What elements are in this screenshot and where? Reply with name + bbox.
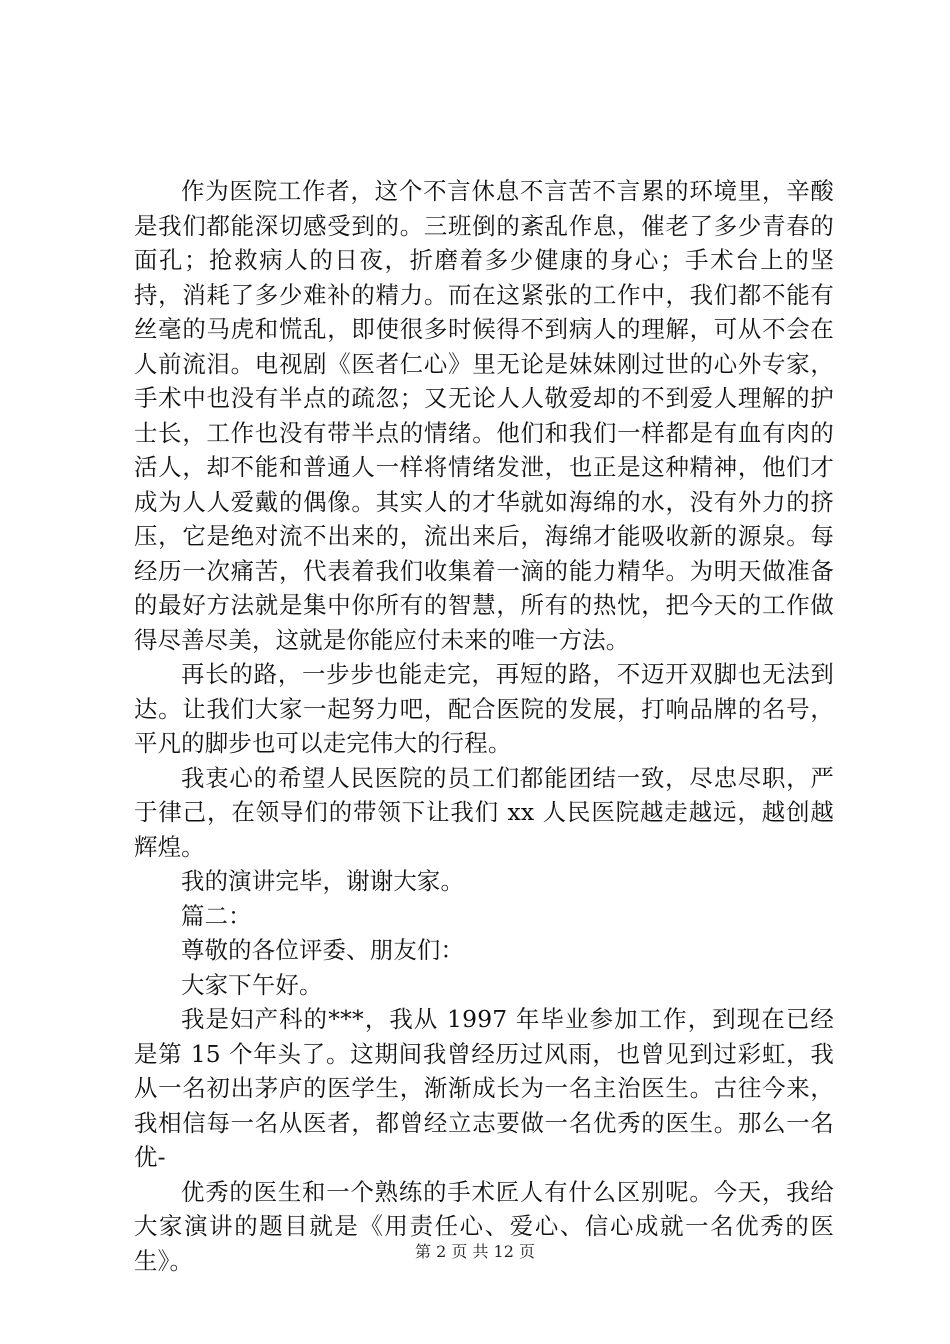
paragraph: 再长的路，一步步也能走完，再短的路，不迈开双脚也无法到达。让我们大家一起努力吧，配合医院的发展，打响品牌的名号，平凡的脚步也可以走完伟大的行程。 xyxy=(134,660,834,757)
page-number-footer: 第 2 页 共 12 页 xyxy=(415,1242,535,1261)
section-heading: 篇二： xyxy=(181,901,252,930)
paragraph: 作为医院工作者，这个不言休息不言苦不言累的环境里，辛酸是我们都能深切感受到的。三班倒的紊乱作息，催老了多少青春的面孔；抢救病人的日夜，折磨着多少健康的身心；手术台上的坚持，消耗了多少难补的精力。而在这紧张的工作中，我们都不能有丝毫的马虎和慌乱，即使很多时候得不到病人的理解，可从不会在人前流泪。电视剧《医者仁心》里无论是妹妹刚过世的心外专家，手术中也没有半点的疏忽；又无论人人敬爱却的不到爱人理解的护士长，工作也没有带半点的情绪。他们和我们一样都是有血有肉的活人，却不能和普通人一样将情绪发泄，也正是这种精神，他们才成为人人爱戴的偶像。其实人的才华就如海绵的水，没有外力的挤压，它是绝对流不出来的，流出来后，海绵才能吸收新的源泉。每经历一次痛苦，代表着我们收集着一滴的能力精华。为明天做准备的最好方法就是集中你所有的智慧，所有的热忱，把今天的工作做得尽善尽美，这就是你能应付未来的唯一方法。 xyxy=(134,177,834,654)
document-body xyxy=(134,174,834,1278)
paragraph: 我衷心的希望人民医院的员工们都能团结一致，尽忠尽职，严于律己，在领导们的带领下让我们 xx 人民医院越走越远，越创越辉煌。 xyxy=(134,763,834,861)
paragraph: 我是妇产科的***，我从 1997 年毕业参加工作，到现在已经是第 15 个年头了。这期间我曾经历过风雨，也曾见到过彩虹，我从一名初出茅庐的医学生，渐渐成长为一名主治医生。古往今来，我相信每一名从医者，都曾经立志要做一名优秀的医生。那么一名优- xyxy=(134,1005,834,1171)
paragraph: 优秀的医生和一个熟练的手术匠人有什么区别呢。今天，我给大家演讲的题目就是《用责任心、爱心、信心成就一名优秀的医生》。 xyxy=(134,1177,834,1275)
salutation: 尊敬的各位评委、朋友们： xyxy=(181,936,465,964)
greeting: 大家下午好。 xyxy=(181,970,323,999)
paragraph: 我的演讲完毕，谢谢大家。 xyxy=(181,867,465,895)
